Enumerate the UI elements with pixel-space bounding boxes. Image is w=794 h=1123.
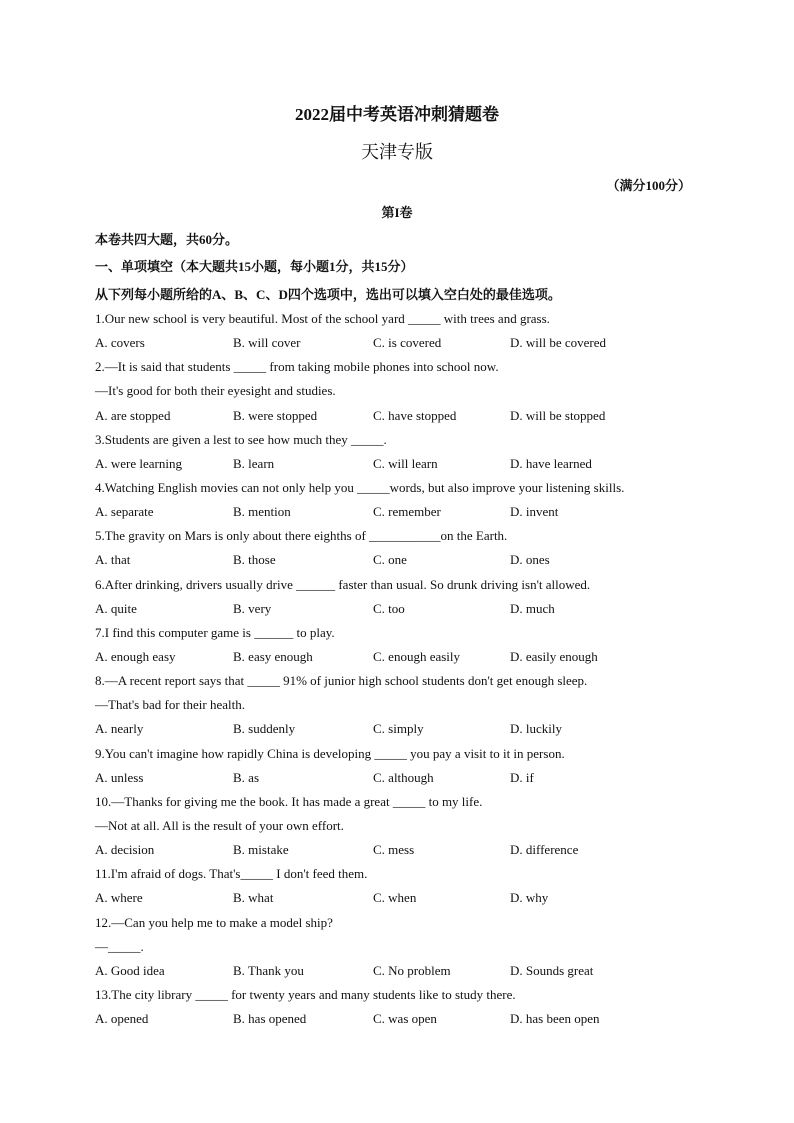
option-c: C. too xyxy=(373,600,405,616)
option-a: A. where xyxy=(95,890,143,906)
option-b: B. very xyxy=(233,600,272,616)
volume-heading: 第I卷 xyxy=(381,205,413,220)
option-a: A. unless xyxy=(95,769,144,785)
option-d: D. have learned xyxy=(510,455,592,471)
option-d: D. if xyxy=(510,769,534,785)
option-a: A. enough easy xyxy=(95,648,176,664)
option-d: D. has been open xyxy=(510,1011,600,1027)
option-c: C. when xyxy=(373,890,417,906)
option-a: A. Good idea xyxy=(95,962,165,978)
question-item xyxy=(95,310,715,358)
section-heading: 一、单项填空（本大题共15小题，每小题1分，共15分） xyxy=(95,259,414,274)
option-d: D. will be covered xyxy=(510,335,607,351)
question-stem: 8.—A recent report says that _____ 91% of junior high school students don't get enough sleep. xyxy=(95,673,588,689)
option-b: B. those xyxy=(233,552,276,568)
option-b: B. were stopped xyxy=(233,407,318,423)
option-c: C. one xyxy=(373,552,407,568)
option-b: B. mention xyxy=(233,504,291,520)
option-row xyxy=(95,1010,715,1034)
option-b: B. suddenly xyxy=(233,721,296,737)
option-c: C. will learn xyxy=(373,455,438,471)
option-b: B. as xyxy=(233,769,259,785)
full-score-note: （满分100分） xyxy=(606,178,691,193)
question-stem: 3.Students are given a lest to see how much they _____. xyxy=(95,431,387,447)
question-stem: 2.—It is said that students _____ from taking mobile phones into school now. xyxy=(95,359,499,375)
exam-title: 2022届中考英语冲刺猜题卷 xyxy=(295,105,499,124)
option-c: C. was open xyxy=(373,1011,437,1027)
option-b: B. mistake xyxy=(233,842,289,858)
option-b: B. easy enough xyxy=(233,648,313,664)
option-d: D. luckily xyxy=(510,721,562,737)
question-dialogue-line: —It's good for both their eyesight and studies. xyxy=(95,383,336,399)
option-b: B. will cover xyxy=(233,335,301,351)
option-b: B. learn xyxy=(233,455,275,471)
question-item xyxy=(95,431,715,479)
option-d: D. will be stopped xyxy=(510,407,606,423)
option-c: C. although xyxy=(373,769,434,785)
option-row xyxy=(95,455,715,479)
option-a: A. covers xyxy=(95,335,145,351)
option-c: C. No problem xyxy=(373,962,451,978)
option-b: B. what xyxy=(233,890,274,906)
option-row xyxy=(95,648,715,672)
option-row xyxy=(95,841,715,865)
question-item xyxy=(95,986,715,1034)
question-item xyxy=(95,479,715,527)
option-a: A. that xyxy=(95,552,131,568)
option-d: D. much xyxy=(510,600,555,616)
question-dialogue-line: —_____. xyxy=(95,938,144,954)
question-item xyxy=(95,793,715,865)
option-d: D. difference xyxy=(510,842,579,858)
option-row xyxy=(95,769,715,793)
question-list xyxy=(95,310,715,1034)
option-a: A. separate xyxy=(95,504,154,520)
option-d: D. ones xyxy=(510,552,550,568)
question-stem: 6.After drinking, drivers usually drive ______ faster than usual. So drunk driving isn't allowed. xyxy=(95,576,591,592)
question-dialogue-line: —Not at all. All is the result of your own effort. xyxy=(95,817,344,833)
option-row xyxy=(95,720,715,744)
option-row xyxy=(95,962,715,986)
option-row xyxy=(95,503,715,527)
option-c: C. simply xyxy=(373,721,424,737)
option-a: A. opened xyxy=(95,1011,149,1027)
section-instruction: 从下列每小题所给的A、B、C、D四个选项中，选出可以填入空白处的最佳选项。 xyxy=(95,287,561,302)
option-row xyxy=(95,407,715,431)
question-stem: 10.—Thanks for giving me the book. It has made a great _____ to my life. xyxy=(95,793,483,809)
question-item xyxy=(95,576,715,624)
option-a: A. decision xyxy=(95,842,155,858)
option-a: A. are stopped xyxy=(95,407,171,423)
question-stem: 7.I find this computer game is ______ to play. xyxy=(95,624,335,640)
option-c: C. mess xyxy=(373,842,415,858)
question-item xyxy=(95,865,715,913)
question-item xyxy=(95,914,715,986)
option-d: D. easily enough xyxy=(510,648,598,664)
exam-subtitle: 天津专版 xyxy=(361,142,433,162)
option-d: D. why xyxy=(510,890,549,906)
question-stem: 13.The city library _____ for twenty years and many students like to study there. xyxy=(95,986,516,1002)
option-a: A. were learning xyxy=(95,455,182,471)
option-row xyxy=(95,551,715,575)
question-item xyxy=(95,527,715,575)
option-a: A. quite xyxy=(95,600,137,616)
option-c: C. enough easily xyxy=(373,648,461,664)
option-row xyxy=(95,600,715,624)
question-stem: 4.Watching English movies can not only help you _____words, but also improve your listening skills. xyxy=(95,479,625,495)
option-d: D. invent xyxy=(510,504,559,520)
volume-intro: 本卷共四大题，共60分。 xyxy=(95,232,239,247)
question-stem: 12.—Can you help me to make a model ship? xyxy=(95,914,333,930)
question-item xyxy=(95,358,715,430)
option-b: B. Thank you xyxy=(233,962,304,978)
question-item xyxy=(95,624,715,672)
option-c: C. remember xyxy=(373,504,441,520)
question-item xyxy=(95,745,715,793)
question-stem: 5.The gravity on Mars is only about there eighths of ___________on the Earth. xyxy=(95,528,508,544)
option-a: A. nearly xyxy=(95,721,144,737)
option-c: C. have stopped xyxy=(373,407,457,423)
question-stem: 1.Our new school is very beautiful. Most of the school yard _____ with trees and grass. xyxy=(95,311,550,326)
question-dialogue-line: —That's bad for their health. xyxy=(95,697,245,713)
option-row xyxy=(95,334,715,358)
question-stem: 9.You can't imagine how rapidly China is developing _____ you pay a visit to it in person. xyxy=(95,745,565,761)
option-c: C. is covered xyxy=(373,335,442,351)
option-row xyxy=(95,889,715,913)
question-stem: 11.I'm afraid of dogs. That's_____ I don't feed them. xyxy=(95,866,368,882)
option-d: D. Sounds great xyxy=(510,962,594,978)
option-b: B. has opened xyxy=(233,1011,307,1027)
question-item xyxy=(95,672,715,744)
